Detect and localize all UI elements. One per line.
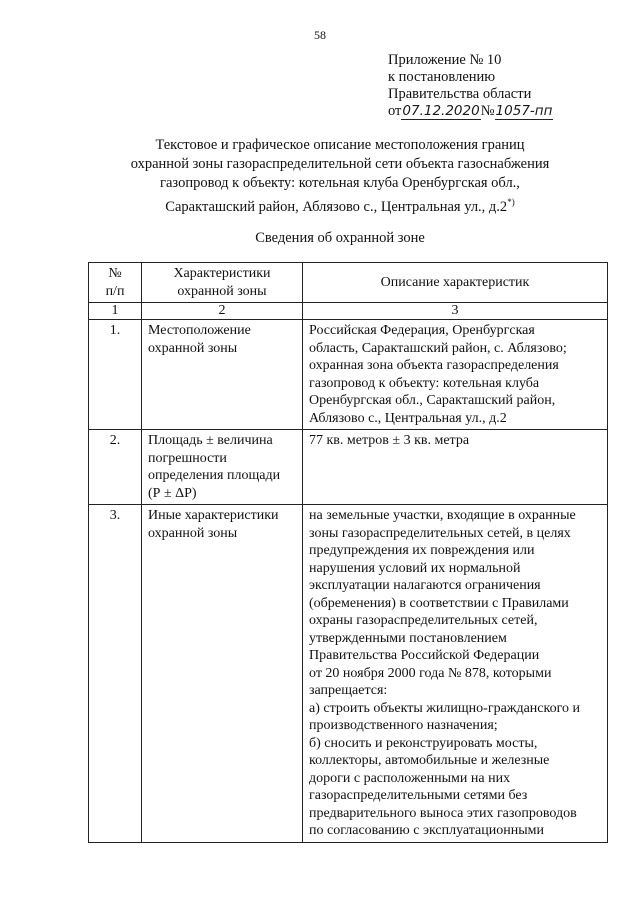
row-1-description [303, 320, 608, 430]
row-3-desc-line: предупреждения их повреждения или [309, 543, 535, 558]
header-char-line-2: охранной зоны [177, 283, 267, 299]
appendix-line-2: к постановлению [388, 69, 496, 85]
header-number-line-1: № [108, 266, 122, 281]
appendix-line-1: Приложение № 10 [388, 52, 502, 68]
row-3-desc-line: дороги с расположенными на них [309, 770, 511, 786]
row-2-characteristic [142, 430, 303, 505]
row-1-desc-line: область, Саракташский район, с. Аблязово; [309, 340, 567, 356]
table-row [89, 320, 608, 430]
page-number: 58 [314, 28, 326, 42]
row-2-char-line: Площадь ± величина [148, 433, 273, 448]
number-prefix: № [480, 103, 495, 119]
header-number [89, 263, 142, 303]
title-line-4 [60, 193, 620, 217]
header-description: Описание характеристик [303, 263, 608, 303]
row-1-char-line: Местоположение [148, 323, 251, 338]
title-line-3: газопровод к объекту: котельная клуба Оренбургская обл., [160, 175, 520, 191]
col-number-3: 3 [303, 303, 608, 320]
row-3-desc-line: газораспределительными сетями без [309, 788, 528, 803]
handwritten-number: 1057-пп [495, 103, 553, 119]
header-number-line-2: п/п [105, 283, 125, 299]
date-prefix: от [388, 103, 402, 119]
row-3-desc-line: а) строить объекты жилищно-гражданского и [309, 700, 580, 716]
row-2-char-line: (Р ± ΔР) [148, 485, 197, 501]
handwritten-date: 07.12.2020 [402, 103, 480, 119]
row-3-number: 3. [89, 505, 142, 843]
row-1-char-line: охранной зоны [148, 340, 238, 356]
row-3-desc-line: (обременения) в соответствии с Правилами [309, 595, 569, 611]
title-line-1: Текстовое и графическое описание местоположения границ [155, 137, 525, 153]
row-2-number: 2. [89, 430, 142, 505]
document-title [60, 136, 620, 217]
title-line-2: охранной зоны газораспределительной сети объекта газоснабжения [130, 156, 550, 172]
title-line-4-text: Саракташский район, Аблязово с., Центральная ул., д.2 [165, 198, 508, 215]
table-header-row [89, 263, 608, 303]
row-1-desc-line: газопровод к объекту: котельная клуба [309, 375, 540, 391]
appendix-block [388, 52, 553, 120]
row-2-char-line: определения площади [148, 468, 281, 483]
section-subtitle: Сведения об охранной зоне [255, 230, 425, 246]
header-char-line-1: Характеристики [173, 266, 271, 281]
row-2-description [303, 430, 608, 505]
row-3-desc-line: коллекторы, автомобильные и железные [309, 753, 550, 768]
row-1-number: 1. [89, 320, 142, 430]
appendix-line-3: Правительства области [388, 86, 532, 102]
row-3-desc-line: охраны газораспределительных сетей, [309, 613, 538, 628]
row-3-characteristic [142, 505, 303, 843]
row-3-desc-line: от 20 ноября 2000 года № 878, которыми [309, 665, 552, 681]
col-number-1: 1 [89, 303, 142, 320]
row-3-desc-line: зоны газораспределительных сетей, в целях [309, 525, 571, 541]
footnote-mark: *) [507, 197, 515, 207]
row-3-char-line: охранной зоны [148, 525, 238, 541]
row-3-desc-line: запрещается: [309, 683, 388, 698]
row-3-desc-line: эксплуатации налагаются ограничения [309, 578, 541, 593]
row-2-desc-line: 77 кв. метров ± 3 кв. метра [309, 433, 470, 448]
header-characteristics [142, 263, 303, 303]
row-1-desc-line: Российская Федерация, Оренбургская [309, 323, 535, 338]
row-1-characteristic [142, 320, 303, 430]
protection-zone-table [88, 262, 608, 843]
table-row [89, 430, 608, 505]
col-number-2: 2 [142, 303, 303, 320]
table-row [89, 505, 608, 843]
row-3-desc-line: производственного назначения; [309, 718, 498, 733]
row-2-char-line: погрешности [148, 450, 227, 466]
row-1-desc-line: Оренбургская обл., Саракташский район, [309, 393, 556, 408]
row-3-desc-line: Правительства Российской Федерации [309, 648, 540, 663]
row-3-desc-line: предварительного выноса этих газопроводов [309, 805, 577, 821]
row-1-desc-line: Аблязово с., Центральная ул., д.2 [309, 410, 507, 426]
column-numbers-row [89, 303, 608, 320]
appendix-date-line [388, 103, 553, 120]
row-3-desc-line: на земельные участки, входящие в охранные [309, 508, 576, 523]
row-3-char-line: Иные характеристики [148, 508, 279, 523]
row-3-desc-line: по согласованию с эксплуатационными [309, 823, 544, 838]
row-3-description [303, 505, 608, 843]
row-1-desc-line: охранная зона объекта газораспределения [309, 358, 559, 373]
row-3-desc-line: нарушения условий их нормальной [309, 560, 521, 576]
row-3-desc-line: б) сносить и реконструировать мосты, [309, 735, 538, 751]
row-3-desc-line: утвержденными постановлением [309, 630, 507, 646]
